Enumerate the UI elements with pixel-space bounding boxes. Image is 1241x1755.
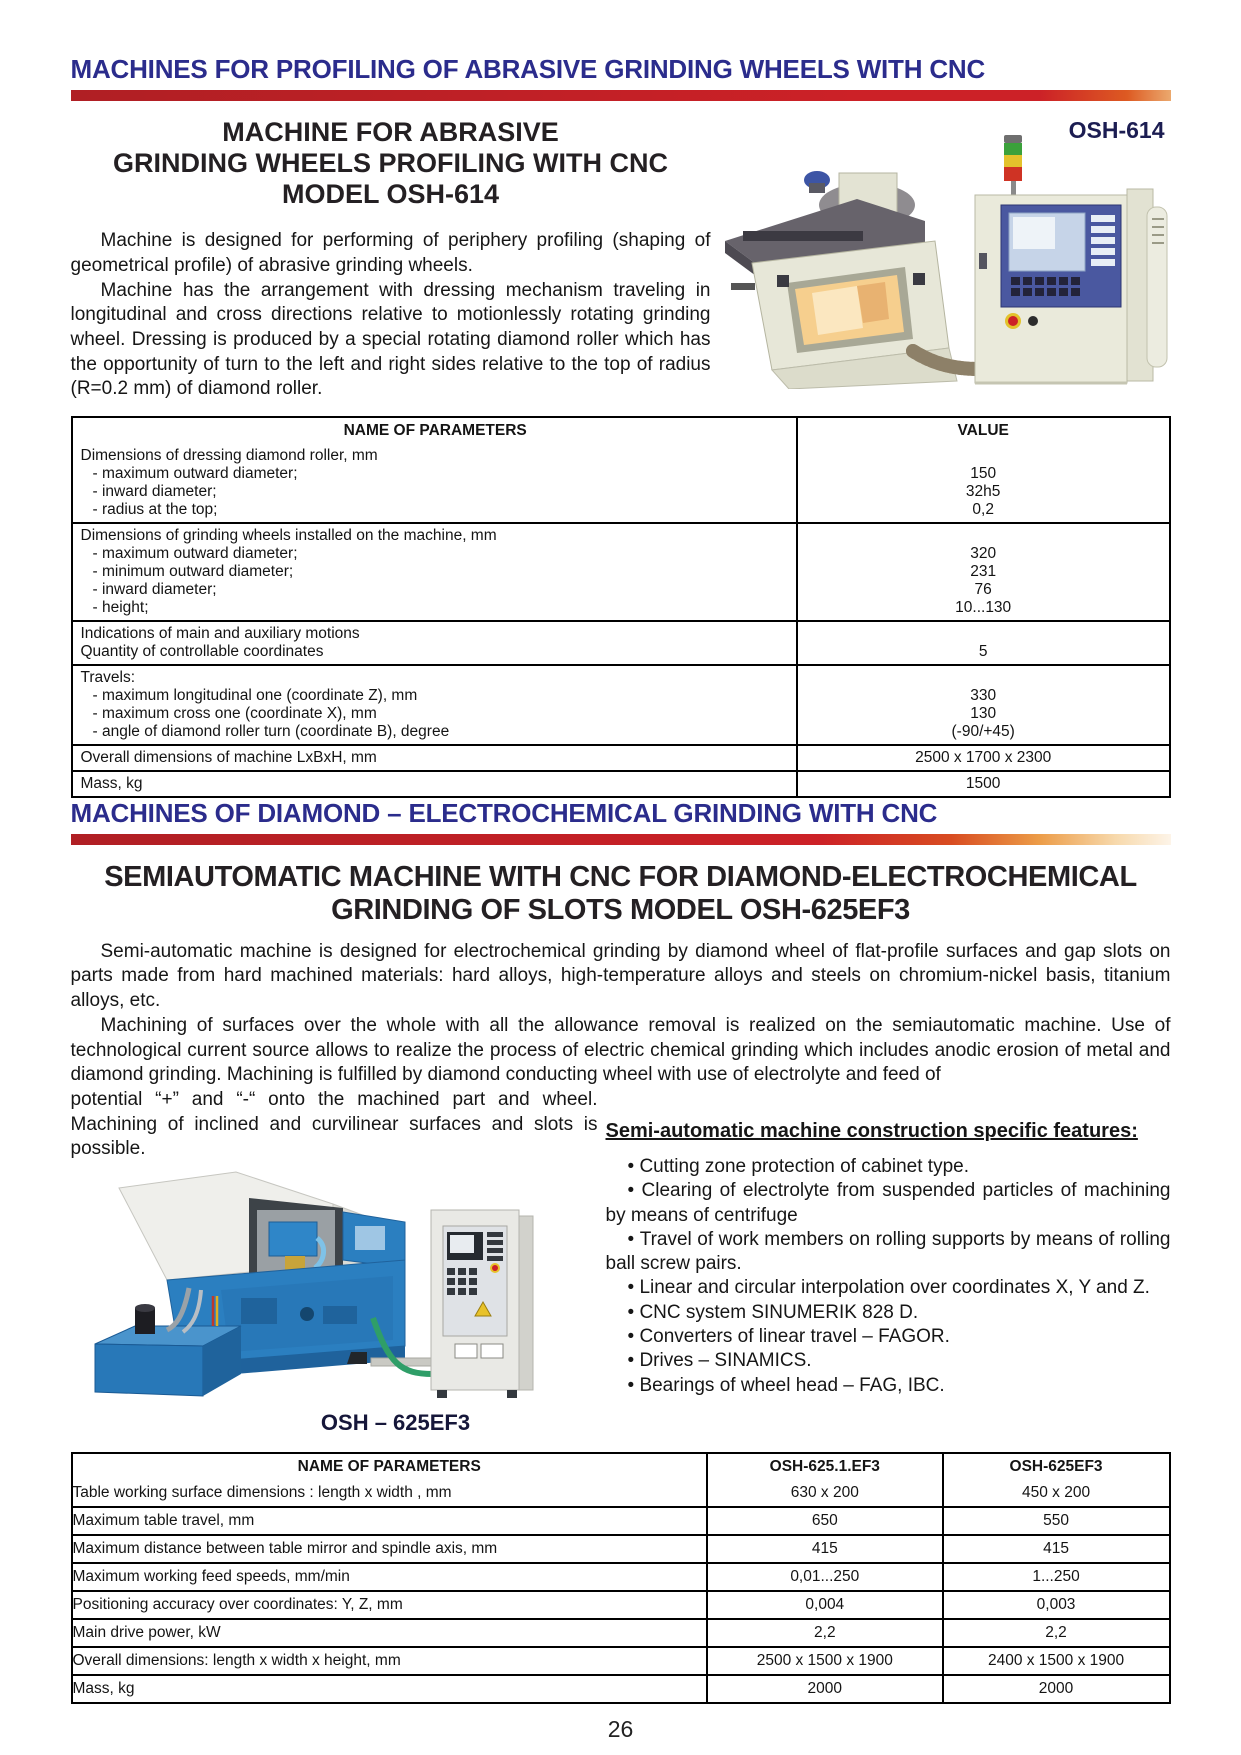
param-cell xyxy=(73,524,796,620)
param-cell: Overall dimensions: length x width x height, mm xyxy=(72,1651,401,1669)
param-cell: Main drive power, kW xyxy=(72,1623,221,1641)
section1-intro xyxy=(71,113,1171,402)
value-cell: 2000 xyxy=(942,1676,1169,1702)
value-line: 320 xyxy=(970,545,997,563)
table-row xyxy=(73,522,1169,620)
page-number: 26 xyxy=(607,1715,634,1742)
table-row xyxy=(73,1562,1169,1590)
value-line: 10...130 xyxy=(955,599,1012,617)
table-header-cell: NAME OF PARAMETERS xyxy=(343,422,527,440)
value-cell: 415 xyxy=(706,1536,942,1562)
table-header-cell: OSH-625.1.EF3 xyxy=(706,1454,942,1480)
param-line: - inward diameter; xyxy=(92,581,217,599)
paragraph: Machine is designed for performing of periphery profiling (shaping of geometrical profile) of abrasive grinding wheels. xyxy=(70,230,711,276)
param-line: - height; xyxy=(92,599,149,617)
catalog-page xyxy=(71,0,1171,1743)
param-line: Mass, kg xyxy=(80,775,143,793)
value-cell: 2,2 xyxy=(706,1620,942,1646)
table-row xyxy=(73,1674,1169,1702)
value-line: 150 xyxy=(970,465,997,483)
param-line: - maximum outward diameter; xyxy=(92,465,298,483)
paragraph: Machine has the arrangement with dressing mechanism traveling in longitudinal and cross directions relative to motionlessly rotating grinding wheel. Dressing is produced by a special rotating diamond roller which has the opportunity of turn to the left and right sides relative to the top of radius (R=0.2 mm) of diamond roller. xyxy=(70,279,711,400)
param-line: - maximum outward diameter; xyxy=(92,545,298,563)
param-line: Dimensions of dressing diamond roller, mm xyxy=(80,447,378,465)
features-heading-text: Semi-automatic machine construction specific features: xyxy=(605,1119,1138,1142)
param-cell xyxy=(73,746,796,770)
title-line: GRINDING OF SLOTS MODEL OSH-625EF3 xyxy=(331,894,910,927)
param-line: Travels: xyxy=(80,669,136,687)
feature-item: • Travel of work members on rolling supports by means of rolling ball screw pairs. xyxy=(606,1228,1171,1277)
table-header-cell: OSH-625EF3 xyxy=(942,1454,1169,1480)
param-cell xyxy=(73,772,796,796)
value-line xyxy=(798,527,1169,545)
param-line: - angle of diamond roller turn (coordinate B), degree xyxy=(92,723,450,741)
paragraph: Machining of surfaces over the whole with all the allowance removal is realized on the semiautomatic machine. Use of technological current source allows to realize the process of electric chemical grinding which includes anodic erosion of metal and diamond grinding. Machining is fulfilled by diamond conducting wheel with use of electrolyte and feed of xyxy=(70,1014,1171,1086)
value-cell: 415 xyxy=(942,1536,1169,1562)
section1-divider-bar xyxy=(71,90,1171,101)
param-line: Dimensions of grinding wheels installed on the machine, mm xyxy=(80,527,497,545)
feature-item: • Drives – SINAMICS. xyxy=(606,1349,1171,1373)
param-cell xyxy=(73,666,796,744)
osh-614-label: OSH-614 xyxy=(1068,117,1165,143)
feature-item: • CNC system SINUMERIK 828 D. xyxy=(606,1301,1171,1325)
title-line: GRINDING WHEELS PROFILING WITH CNC xyxy=(113,147,668,178)
table-row xyxy=(73,664,1169,744)
param-line: - maximum cross one (coordinate X), mm xyxy=(92,705,377,723)
table-row xyxy=(73,1506,1169,1534)
value-cell: 550 xyxy=(942,1508,1169,1534)
value-line: 231 xyxy=(970,563,997,581)
param-line: - maximum longitudinal one (coordinate Z), mm xyxy=(92,687,418,705)
value-line: 2500 x 1700 x 2300 xyxy=(915,749,1052,767)
value-cell: 650 xyxy=(706,1508,942,1534)
param-line: - minimum outward diameter; xyxy=(92,563,294,581)
features-column xyxy=(598,1088,1171,1436)
table-row xyxy=(73,1590,1169,1618)
param-line: Indications of main and auxiliary motions xyxy=(80,625,360,643)
value-cell xyxy=(796,746,1169,770)
section1-photo-column xyxy=(711,113,1171,402)
param-line: - inward diameter; xyxy=(92,483,217,501)
feature-item: • Linear and circular interpolation over coordinates X, Y and Z. xyxy=(606,1276,1171,1300)
section1-header: MACHINES FOR PROFILING OF ABRASIVE GRINDING WHEELS WITH CNC xyxy=(70,54,986,84)
param-cell: Mass, kg xyxy=(72,1679,135,1697)
paragraph: Semi-automatic machine is designed for electrochemical grinding by diamond wheel of flat-profile surfaces and gap slots on parts made from hard machined materials: hard alloys, high-temperature alloys and steels on chromium-nickel basis, titanium alloys, etc. xyxy=(70,940,1171,1012)
osh625-parameters-table xyxy=(71,1452,1171,1704)
feature-item: • Clearing of electrolyte from suspended particles of machining by means of centrifuge xyxy=(606,1179,1171,1228)
value-cell: 2400 x 1500 x 1900 xyxy=(942,1648,1169,1674)
section2-two-column xyxy=(71,1088,1171,1436)
value-line: (-90/+45) xyxy=(951,723,1015,741)
table-row xyxy=(73,1480,1169,1506)
param-line: - radius at the top; xyxy=(92,501,218,519)
param-cell xyxy=(73,622,796,664)
value-cell xyxy=(796,524,1169,620)
section2-title xyxy=(71,861,1171,928)
table-header-row xyxy=(73,418,1169,444)
value-line: 330 xyxy=(970,687,997,705)
osh-625ef3-machine-photo xyxy=(71,1168,551,1406)
value-cell xyxy=(796,772,1169,796)
table-header-cell: NAME OF PARAMETERS xyxy=(297,1457,481,1475)
paragraph: potential “+” and “-“ onto the machined part and wheel. Machining of inclined and curvilinear surfaces and slots is possible. xyxy=(70,1088,598,1160)
param-cell: Positioning accuracy over coordinates: Y, Z, mm xyxy=(72,1595,403,1613)
value-line: 130 xyxy=(970,705,997,723)
section2-photo-column xyxy=(71,1088,598,1436)
value-line: 76 xyxy=(974,581,992,599)
features-heading xyxy=(606,1118,1171,1145)
section1-text-column xyxy=(71,113,711,402)
table-header-row xyxy=(73,1454,1169,1480)
osh614-parameters-table xyxy=(71,416,1171,798)
title-line: MODEL OSH-614 xyxy=(281,178,500,209)
section2-header: MACHINES OF DIAMOND – ELECTROCHEMICAL GRINDING WITH CNC xyxy=(70,798,938,829)
param-cell xyxy=(73,444,796,522)
value-line: 1500 xyxy=(965,775,1001,793)
value-cell: 0,01...250 xyxy=(706,1564,942,1590)
value-cell xyxy=(796,622,1169,664)
osh-614-machine-photo xyxy=(717,123,1169,389)
value-cell: 630 x 200 xyxy=(706,1480,942,1506)
param-cell: Maximum distance between table mirror and spindle axis, mm xyxy=(72,1539,498,1557)
table-row xyxy=(73,620,1169,664)
value-cell: 2,2 xyxy=(942,1620,1169,1646)
osh-625ef3-caption: OSH – 625EF3 xyxy=(320,1409,471,1435)
title-line: SEMIAUTOMATIC MACHINE WITH CNC FOR DIAMOND-ELECTROCHEMICAL xyxy=(104,861,1137,894)
param-cell: Table working surface dimensions : length x width , mm xyxy=(72,1483,452,1501)
param-line: Quantity of controllable coordinates xyxy=(80,643,324,661)
value-line xyxy=(798,669,1169,687)
value-line: 32h5 xyxy=(965,483,1001,501)
param-line: Overall dimensions of machine LxBxH, mm xyxy=(80,749,377,767)
feature-item: • Bearings of wheel head – FAG, IBC. xyxy=(606,1374,1171,1398)
table-row xyxy=(73,770,1169,796)
value-line: 5 xyxy=(978,643,988,661)
value-cell: 2000 xyxy=(706,1676,942,1702)
table-row xyxy=(73,1534,1169,1562)
title-line: MACHINE FOR ABRASIVE xyxy=(222,117,559,147)
table-row xyxy=(73,744,1169,770)
section1-title xyxy=(71,117,711,209)
value-cell: 450 x 200 xyxy=(942,1480,1169,1506)
table-row xyxy=(73,1646,1169,1674)
value-line xyxy=(798,625,1169,643)
value-line: 0,2 xyxy=(972,501,994,519)
param-cell: Maximum table travel, mm xyxy=(72,1511,255,1529)
value-cell: 1...250 xyxy=(942,1564,1169,1590)
value-cell: 0,003 xyxy=(942,1592,1169,1618)
value-cell: 2500 x 1500 x 1900 xyxy=(706,1648,942,1674)
value-line xyxy=(798,447,1169,465)
value-cell xyxy=(796,444,1169,522)
section2-divider-bar xyxy=(71,834,1171,845)
feature-item: • Converters of linear travel – FAGOR. xyxy=(606,1325,1171,1349)
table-header-cell: VALUE xyxy=(796,418,1169,444)
value-cell xyxy=(796,666,1169,744)
param-cell: Maximum working feed speeds, mm/min xyxy=(72,1567,350,1585)
value-cell: 0,004 xyxy=(706,1592,942,1618)
table-row xyxy=(73,444,1169,522)
feature-item: • Cutting zone protection of cabinet type. xyxy=(606,1155,1171,1179)
table-row xyxy=(73,1618,1169,1646)
